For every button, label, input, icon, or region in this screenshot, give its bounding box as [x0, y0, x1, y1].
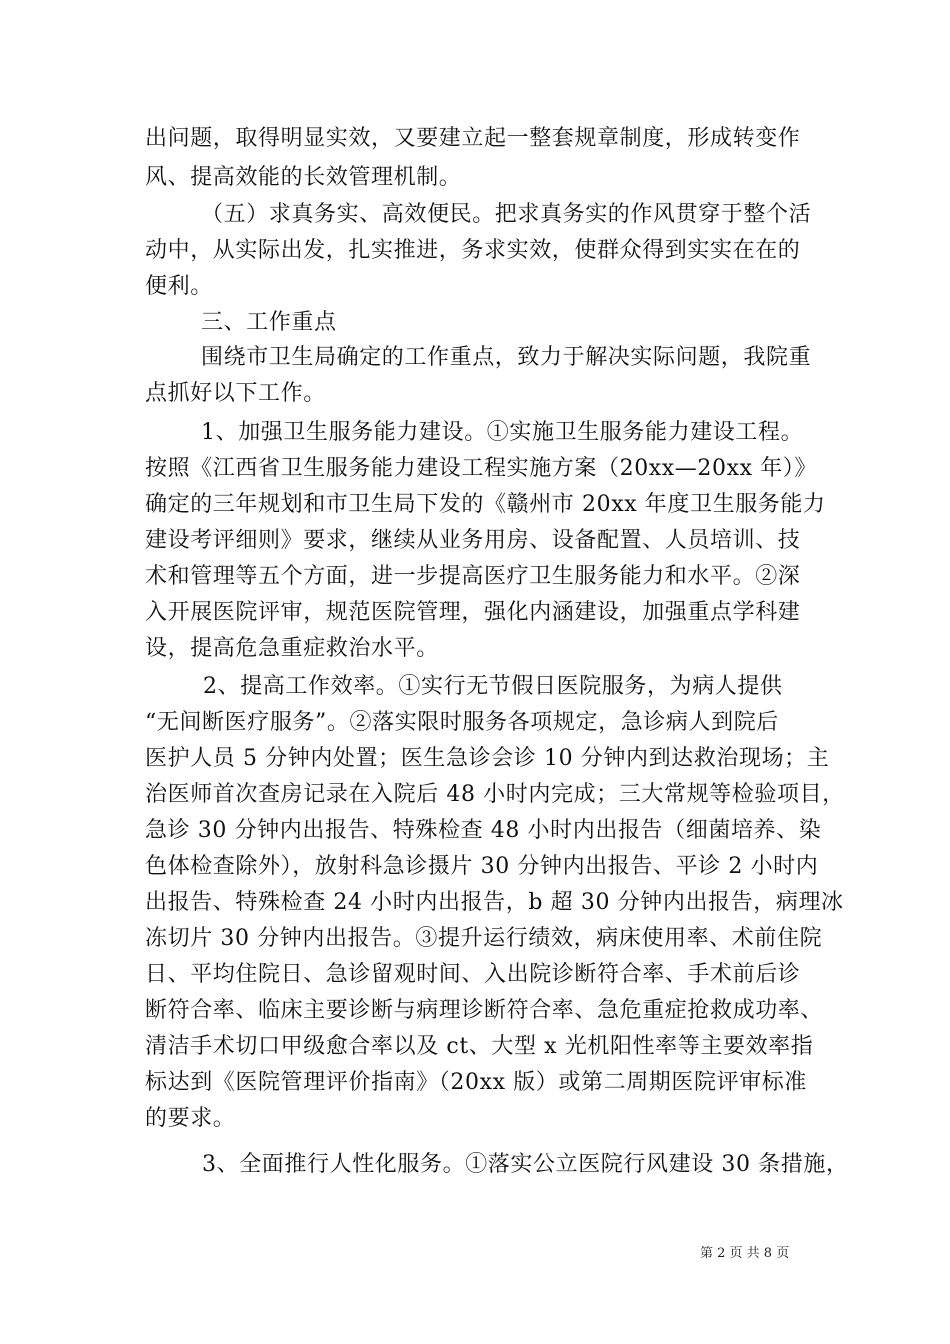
text-line-17: “无间断医疗服务”。②落实限时服务各项规定，急诊病人到院后 [145, 710, 779, 735]
text-line-26: 清洁手术切口甲级愈合率以及 ct、大型 x 光机阳性率等主要效率指 [145, 1034, 814, 1059]
text-line-19: 治医师首次查房记录在入院后 48 小时内完成；三大常规等检验项目， [145, 782, 845, 807]
text-line-28: 的要求。 [145, 1106, 236, 1131]
text-line-9: 1、加强卫生服务能力建设。①实施卫生服务能力建设工程。 [201, 420, 804, 445]
text-line-2: 风、提高效能的长效管理机制。 [145, 165, 462, 190]
text-line-20: 急诊 30 分钟内出报告、特殊检查 48 小时内出报告（细菌培养、染 [145, 818, 822, 843]
text-line-27: 标达到《医院管理评价指南》（20xx 版）或第二周期医院评审标准 [145, 1070, 808, 1095]
text-line-21: 色体检查除外），放射科急诊摄片 30 分钟内出报告、平诊 2 小时内 [145, 854, 819, 879]
text-line-22: 出报告、特殊检查 24 小时内出报告，b 超 30 分钟内出报告，病理冰 [145, 890, 844, 915]
text-line-12: 建设考评细则》要求，继续从业务用房、设备配置、人员培训、技 [145, 528, 801, 553]
text-line-1: 出问题，取得明显实效，又要建立起一整套规章制度，形成转变作 [145, 126, 801, 151]
text-line-8: 点抓好以下工作。 [145, 381, 326, 406]
text-line-5: 便利。 [145, 274, 213, 299]
text-line-15: 设，提高危急重症救治水平。 [145, 636, 439, 661]
page-footer: 第 2 页 共 8 页 [700, 1246, 790, 1261]
text-line-11: 确定的三年规划和市卫生局下发的《赣州市 20xx 年度卫生服务能力 [145, 492, 826, 517]
text-line-10: 按照《江西省卫生服务能力建设工程实施方案（20xx—20xx 年）》 [145, 456, 818, 481]
text-line-3: （五）求真务实、高效便民。把求真务实的作风贯穿于整个活 [201, 202, 812, 227]
text-line-29: 3、全面推行人性化服务。①落实公立医院行风建设 30 条措施， [202, 1152, 849, 1177]
text-line-7: 围绕市卫生局确定的工作重点，致力于解决实际问题，我院重 [201, 345, 812, 370]
section-heading: 三、工作重点 [201, 310, 337, 335]
text-line-25: 断符合率、临床主要诊断与病理诊断符合率、急危重症抢救成功率、 [145, 998, 824, 1023]
text-line-14: 入开展医院评审，规范医院管理，强化内涵建设，加强重点学科建 [145, 600, 801, 625]
text-line-16: 2、提高工作效率。①实行无节假日医院服务，为病人提供 [203, 674, 783, 699]
text-line-23: 冻切片 30 分钟内出报告。③提升运行绩效，病床使用率、术前住院 [145, 926, 823, 951]
text-line-18: 医护人员 5 分钟内处置；医生急诊会诊 10 分钟内到达救治现场；主 [145, 746, 830, 771]
text-line-4: 动中，从实际出发，扎实推进，务求实效，使群众得到实实在在的 [145, 238, 801, 263]
text-line-24: 日、平均住院日、急诊留观时间、入出院诊断符合率、手术前后诊 [145, 962, 801, 987]
text-line-13: 术和管理等五个方面，进一步提高医疗卫生服务能力和水平。②深 [145, 564, 801, 589]
